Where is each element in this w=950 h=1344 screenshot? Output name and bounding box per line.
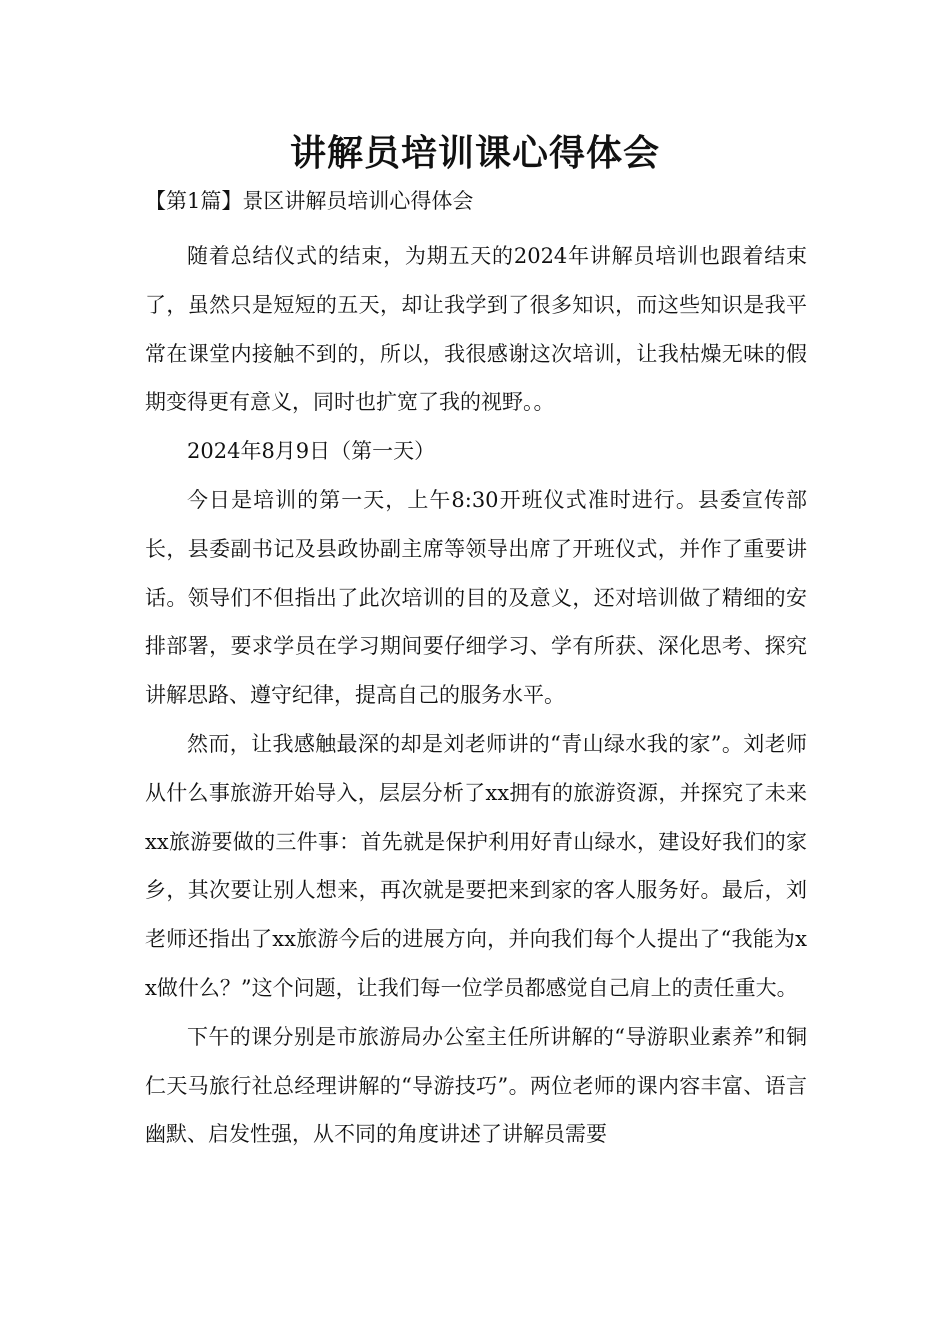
document-title: 讲解员培训课心得体会 (289, 133, 660, 174)
section-heading: 【第1篇】景区讲解员培训心得体会 (145, 189, 474, 213)
paragraph-day-one: 今日是培训的第一天，上午8:30开班仪式准时进行。县委宣传部长，县委副书记及县政协副主席等领导出席了开班仪式，并作了重要讲话。领导们不但指出了此次培训的目的及意义，还对培训做了精细的安排部署，要求学员在学习期间要仔细学习、学有所获、深化思考、探究讲解思路、遵守纪律，提高自己的服务水平。 (145, 487, 807, 708)
paragraph-teacher-liu: 然而，让我感触最深的却是刘老师讲的“青山绿水我的家”。刘老师从什么事旅游开始导入，层层分析了xx拥有的旅游资源，并探究了未来xx旅游要做的三件事：首先就是保护利用好青山绿水，建设好我们的家乡，其次要让别人想来，再次就是要把来到家的客人服务好。最后，刘老师还指出了xx旅游今后的进展方向，并向我们每个人提出了“我能为xx做什么？”这个问题，让我们每一位学员都感觉自己肩上的责任重大。 (145, 731, 807, 1000)
paragraph-afternoon: 下午的课分别是市旅游局办公室主任所讲解的“导游职业素养”和铜仁天马旅行社总经理讲解的“导游技巧”。两位老师的课内容丰富、语言幽默、启发性强，从不同的角度讲述了讲解员需要 (145, 1024, 807, 1147)
paragraph-date: 2024年8月9日（第一天） (187, 439, 436, 464)
document-body (145, 232, 807, 1159)
paragraph-intro: 随着总结仪式的结束，为期五天的2024年讲解员培训也跟着结束了，虽然只是短短的五天，却让我学到了很多知识，而这些知识是我平常在课堂内接触不到的，所以，我很感谢这次培训，让我枯燥无味的假期变得更有意义，同时也扩宽了我的视野。。 (145, 244, 807, 415)
